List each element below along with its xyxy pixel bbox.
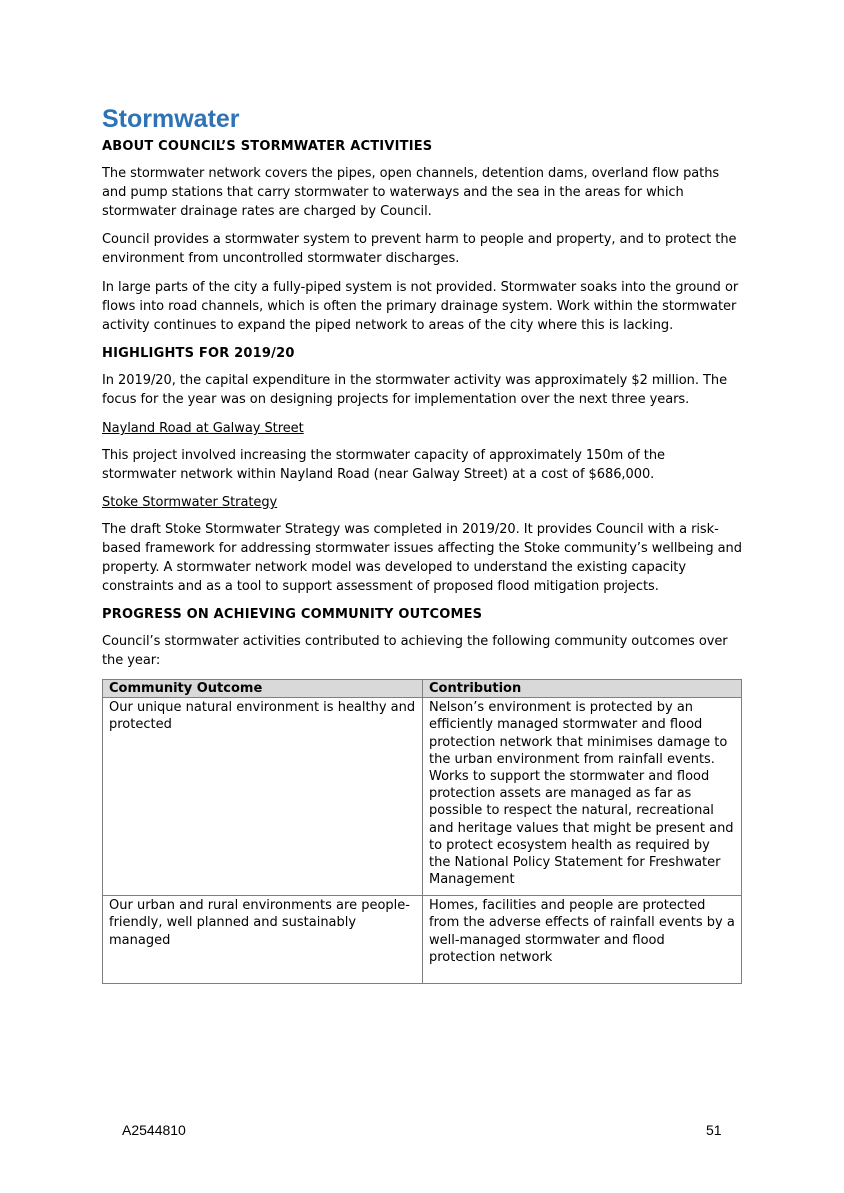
progress-intro: Council’s stormwater activities contributed to achieving the following community outcomes over the year: — [102, 634, 728, 669]
footer-page-number: 51 — [706, 1122, 722, 1138]
table-cell-outcome: Our unique natural environment is healthy and protected — [103, 698, 423, 896]
table-header-row — [103, 679, 742, 697]
column-header-contribution: Contribution — [423, 679, 742, 697]
project-text-nayland: This project involved increasing the stormwater capacity of approximately 150m of the stormwater network within Nayland Road (near Galway Street) at a cost of $686,000. — [102, 447, 665, 482]
about-paragraph-1: The stormwater network covers the pipes, open channels, detention dams, overland flow paths and pump stations that carry stormwater to waterways and the sea in the areas for which stormwater drainage rates are charged by Council. — [102, 166, 720, 219]
page-content — [102, 104, 742, 984]
table-cell-outcome: Our urban and rural environments are people-friendly, well planned and sustainably managed — [103, 896, 423, 984]
project-text-stoke: The draft Stoke Stormwater Strategy was completed in 2019/20. It provides Council with a risk-based framework for addressing stormwater issues affecting the Stoke community’s wellbeing and property. A stormwater network model was developed to understand the existing capacity constraints and as a tool to support assessment of proposed flood mitigation projects. — [102, 522, 742, 594]
table-row — [103, 896, 742, 984]
project-title-nayland: Nayland Road at Galway Street — [102, 420, 304, 436]
footer-doc-id: A2544810 — [122, 1122, 186, 1138]
table-cell-contribution: Nelson’s environment is protected by an efficiently managed stormwater and flood protection network that minimises damage to the urban environment from rainfall events. Works to support the stormwater and flood protection assets are managed as far as possible to respect the natural, recreational and heritage values that might be present and to protect ecosystem health as required by the National Policy Statement for Freshwater Management — [423, 698, 742, 896]
highlights-intro: In 2019/20, the capital expenditure in the stormwater activity was approximately $2 million. The focus for the year was on designing projects for implementation over the next three years. — [102, 373, 728, 408]
table-cell-contribution: Homes, facilities and people are protected from the adverse effects of rainfall events by a well-managed stormwater and flood protection network — [423, 896, 742, 984]
about-paragraph-3: In large parts of the city a fully-piped system is not provided. Stormwater soaks into the ground or flows into road channels, which is often the primary drainage system. Work within the stormwater activity continues to expand the piped network to areas of the city where this is lacking. — [102, 279, 739, 333]
section-heading-about: ABOUT COUNCIL’S STORMWATER ACTIVITIES — [102, 139, 433, 154]
section-heading-progress: PROGRESS ON ACHIEVING COMMUNITY OUTCOMES — [102, 607, 483, 623]
section-heading-highlights: HIGHLIGHTS FOR 2019/20 — [102, 346, 295, 362]
column-header-outcome: Community Outcome — [103, 679, 423, 697]
outcomes-table — [102, 679, 742, 984]
project-title-stoke: Stoke Stormwater Strategy — [102, 495, 278, 511]
about-paragraph-2: Council provides a stormwater system to prevent harm to people and property, and to protect the environment from uncontrolled stormwater discharges. — [102, 232, 737, 267]
page-title: Stormwater — [102, 105, 240, 133]
table-row — [103, 698, 742, 896]
